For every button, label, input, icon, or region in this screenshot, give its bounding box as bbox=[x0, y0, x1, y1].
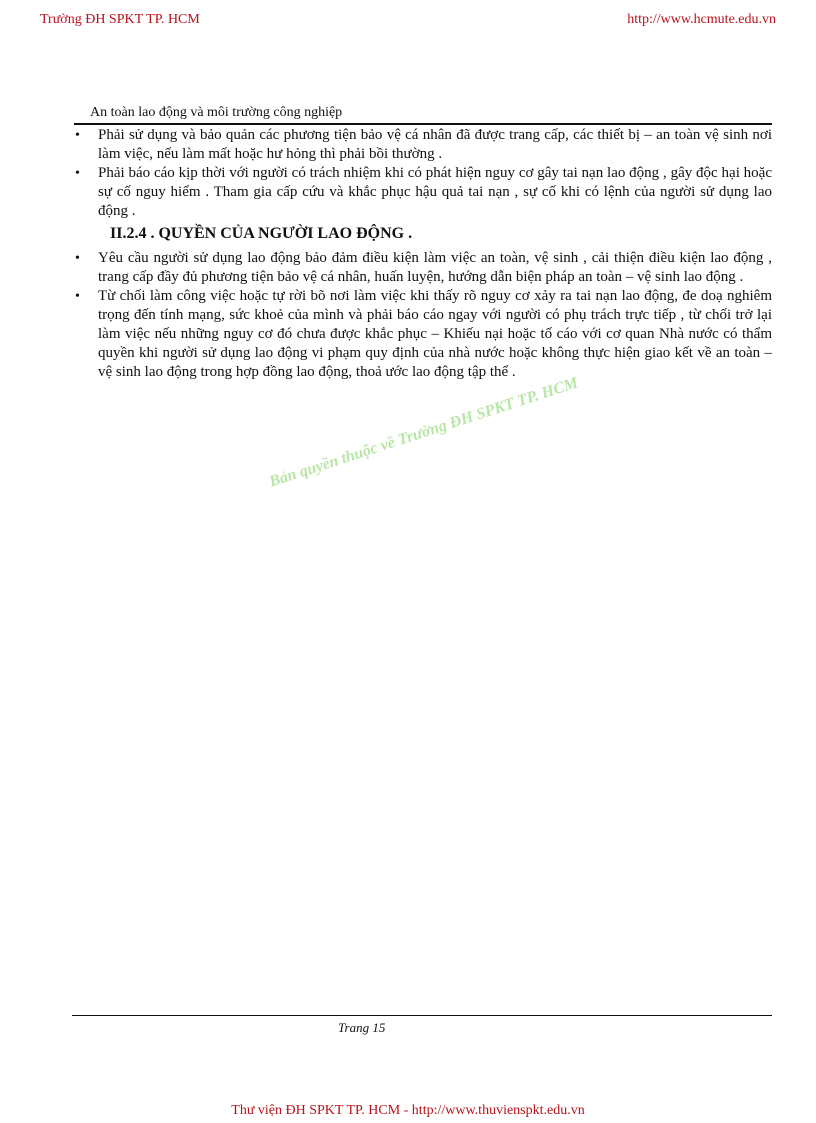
list-item bbox=[72, 164, 772, 221]
bullet-icon: • bbox=[75, 166, 80, 181]
rights-list bbox=[72, 249, 772, 382]
section-heading: II.2.4 . QUYỀN CỦA NGƯỜI LAO ĐỘNG . bbox=[110, 225, 413, 242]
top-header bbox=[40, 12, 776, 30]
page-body bbox=[72, 126, 772, 382]
bullet-icon: • bbox=[75, 128, 80, 143]
list-item bbox=[72, 287, 772, 382]
footer-divider bbox=[72, 1015, 772, 1016]
list-item-text: Phải báo cáo kịp thời với người có trách nhiệm khi có phát hiện nguy cơ gây tai nạn lao động , gây độc hại hoặc sự cố nguy hiểm . Tham gia cấp cứu và khắc phục hậu quả tai nạn , sự cố khi có lệnh của người sử dụng lao động . bbox=[98, 165, 772, 219]
list-item-text: Yêu cầu người sử dụng lao động bảo đảm điều kiện làm việc an toàn, vệ sinh , cải thiện điều kiện lao động , trang cấp đầy đủ phương tiện bảo vệ cá nhân, huấn luyện, hướng dẫn biện pháp an toàn – vệ sinh lao động . bbox=[98, 250, 772, 285]
bullet-icon: • bbox=[75, 289, 80, 304]
copyright-watermark: Bản quyền thuộc về Trường ĐH SPKT TP. HCM bbox=[267, 374, 581, 491]
university-name: Trường ĐH SPKT TP. HCM bbox=[40, 12, 200, 27]
obligations-list bbox=[72, 126, 772, 221]
list-item-text: Từ chối làm công việc hoặc tự rời bõ nơi làm việc khi thấy rõ nguy cơ xảy ra tai nạn lao động, đe doạ nghiêm trọng đến tính mạng, sức khoẻ của mình và phải báo cáo ngay với người có phụ trách trực tiếp , từ chối trở lại làm việc nếu những nguy cơ đó chưa được khắc phục – Khiếu nại hoặc tố cáo với cơ quan Nhà nước có thẩm quyền khi người sử dụng lao động vi phạm quy định của nhà nước hoặc không thực hiện giao kết về an toàn –vệ sinh lao động trong hợp đồng lao động, thoả ước lao động tập thể . bbox=[98, 288, 772, 380]
bullet-icon: • bbox=[75, 251, 80, 266]
list-item bbox=[72, 249, 772, 287]
list-item-text: Phải sử dụng và bảo quản các phương tiện bảo vệ cá nhân đã được trang cấp, các thiết bị – an toàn vệ sinh nơi làm việc, nếu làm mất hoặc hư hỏng thì phải bồi thường . bbox=[98, 127, 772, 162]
list-item bbox=[72, 126, 772, 164]
header-divider bbox=[74, 123, 772, 125]
library-footer-link[interactable]: Thư viện ĐH SPKT TP. HCM - http://www.thuvienspkt.edu.vn bbox=[231, 1103, 585, 1118]
document-running-header: An toàn lao động và môi trường công nghiệp bbox=[90, 105, 343, 120]
page-number: Trang 15 bbox=[338, 1020, 386, 1035]
university-url-link[interactable]: http://www.hcmute.edu.vn bbox=[627, 12, 776, 27]
